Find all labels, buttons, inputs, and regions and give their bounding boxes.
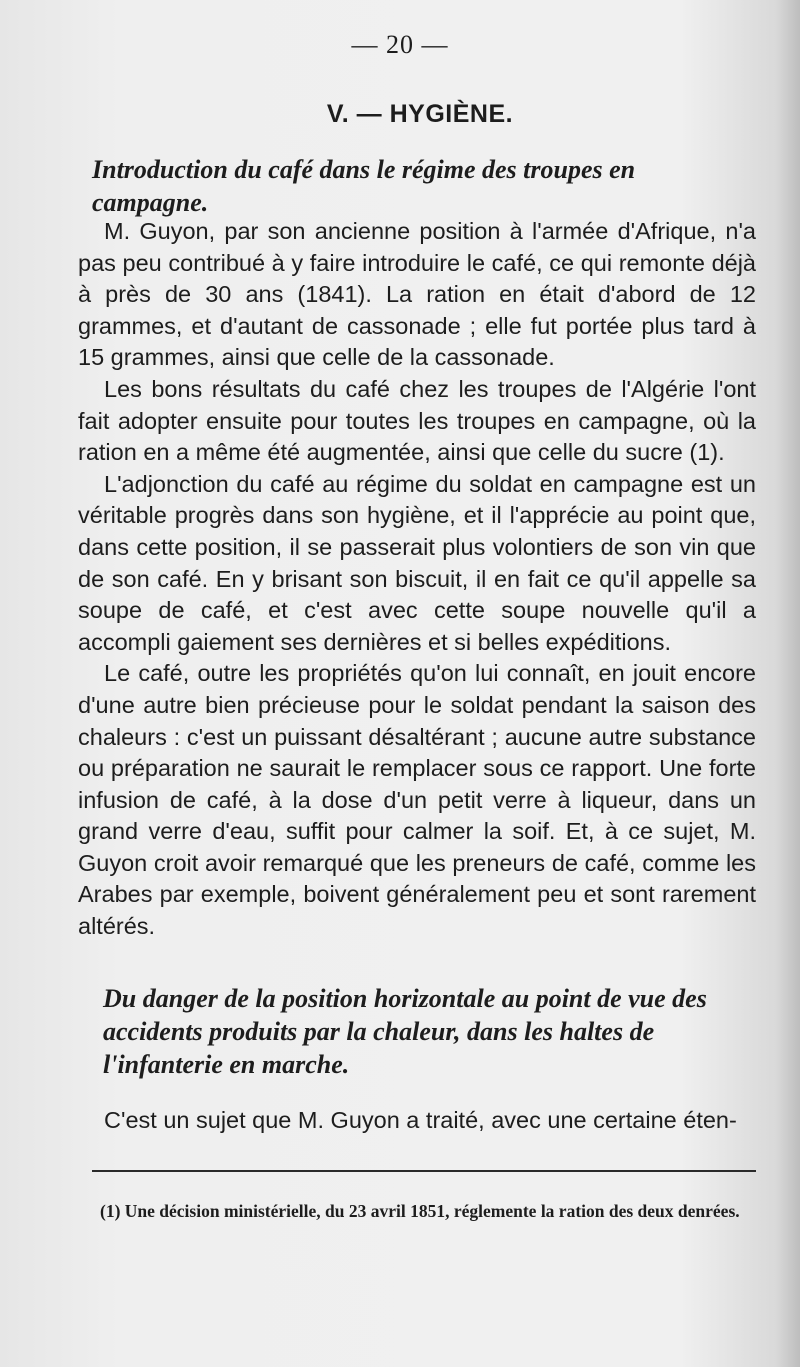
subheading-horizontal-position: Du danger de la position horizontale au point de vue des accidents produits par la chaleur, dans les haltes de l'infanterie en marche.: [103, 984, 707, 1079]
footnote: [78, 1199, 756, 1223]
paragraph: L'adjonction du café au régime du soldat en campagne est un véritable progrès dans son hygiène, et il l'apprécie au point que, dans cette position, il se passerait plus volontiers de son vin que de son café. En y brisant son biscuit, il en fait ce qu'il appelle sa soupe de café, et c'est avec cette soupe nouvelle qu'il a accompli gaiement ses dernières et si belles expéditions.: [78, 470, 756, 655]
paragraph: C'est un sujet que M. Guyon a traité, avec une certaine éten-: [104, 1107, 737, 1133]
paragraph: M. Guyon, par son ancienne position à l'armée d'Afrique, n'a pas peu contribué à y faire introduire le café, ce qui remonte déjà à près de 30 ans (1841). La ration en était d'abord de 12 grammes, et d'autant de cassonade ; elle fut portée plus tard à 15 grammes, ainsi que celle de la cassonade.: [78, 218, 756, 371]
page-number: — 20 —: [351, 30, 449, 59]
section-title: V. — HYGIÈNE.: [326, 100, 514, 128]
paragraph: Les bons résultats du café chez les troupes de l'Algérie l'ont fait adopter ensuite pour toutes les troupes en campagne, où la ration en a même été augmentée, ainsi que celle du sucre (1).: [78, 375, 756, 466]
body-text-horizontal-position: [78, 1105, 756, 1137]
paragraph: Le café, outre les propriétés qu'on lui connaît, en jouit encore d'une autre bien précieuse pour le soldat pendant la saison des chaleurs : c'est un puissant désaltérant ; aucune autre substance ou préparation ne saurait le remplacer sous ce rapport. Une forte infusion de café, à la dose d'un petit verre à liqueur, dans un grand verre d'eau, suffit pour calmer la soif. Et, à ce sujet, M. Guyon croit avoir remarqué que les preneurs de café, comme les Arabes par exemple, boivent généralement peu et sont rarement altérés.: [78, 660, 756, 940]
footnote-rule: [92, 1170, 756, 1172]
body-text-coffee: [78, 216, 756, 943]
footnote-text: (1) Une décision ministérielle, du 23 avril 1851, réglemente la ration des deux denrées.: [100, 1201, 740, 1221]
subheading-coffee: Introduction du café dans le régime des troupes en campagne.: [92, 155, 636, 217]
